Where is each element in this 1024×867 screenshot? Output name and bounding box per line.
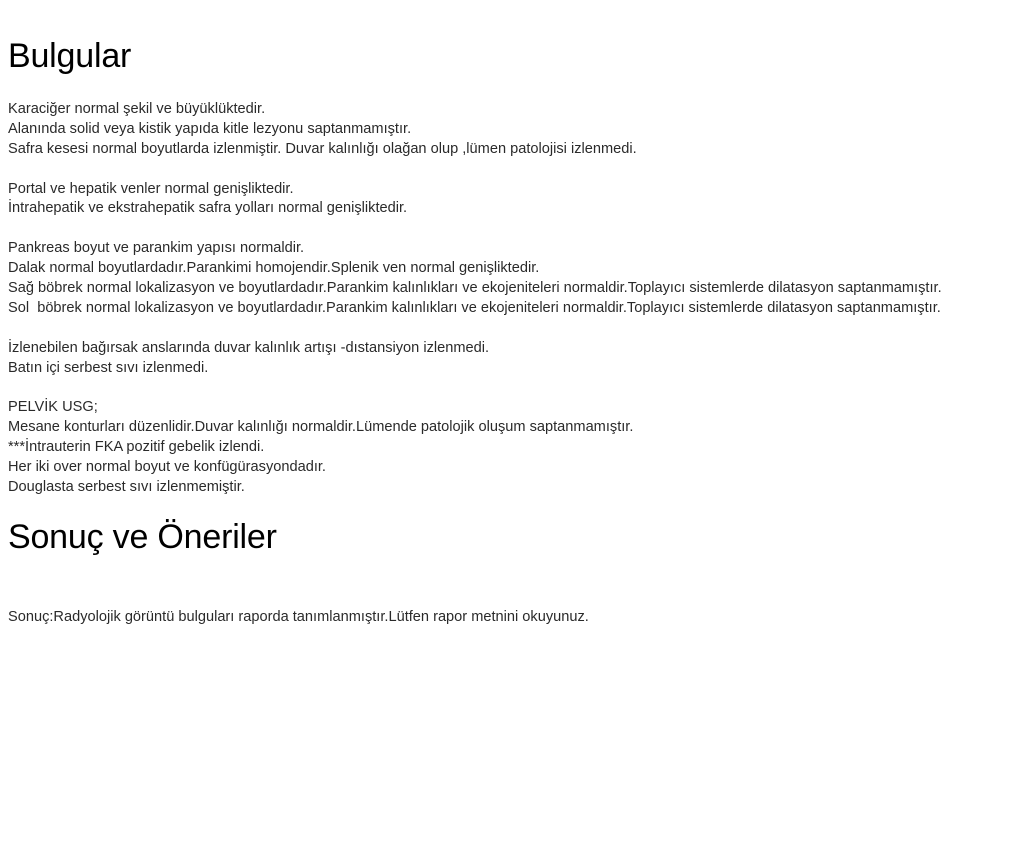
blank-line [8, 319, 1016, 339]
findings-line: Sol böbrek normal lokalizasyon ve boyutlardadır.Parankim kalınlıkları ve ekojeniteleri normaldir.Toplayıcı sistemlerde dilatasyon saptanmamıştır. [8, 299, 941, 316]
findings-line: Douglasta serbest sıvı izlenmemiştir. [8, 478, 245, 495]
results-heading: Sonuç ve Öneriler [8, 517, 277, 556]
findings-line: Alanında solid veya kistik yapıda kitle lezyonu saptanmamıştır. [8, 120, 412, 137]
blank-line [8, 219, 1016, 239]
findings-body [8, 100, 1016, 498]
findings-line: PELVİK USG; [8, 399, 98, 416]
findings-line: Safra kesesi normal boyutlarda izlenmiştir. Duvar kalınlığı olağan olup ,lümen patolojisi izlenmedi. [8, 140, 637, 157]
results-body [8, 608, 1016, 628]
findings-heading: Bulgular [8, 37, 132, 75]
findings-line: Pankreas boyut ve parankim yapısı normaldir. [8, 240, 305, 257]
blank-line [8, 378, 1016, 398]
findings-line: Dalak normal boyutlardadır.Parankimi homojendir.Splenik ven normal genişliktedir. [8, 260, 540, 277]
findings-line: Portal ve hepatik venler normal genişliktedir. [8, 180, 294, 197]
findings-line: Her iki over normal boyut ve konfügürasyondadır. [8, 459, 326, 476]
findings-line: ***İntrauterin FKA pozitif gebelik izlendi. [8, 439, 265, 456]
findings-line: Batın içi serbest sıvı izlenmedi. [8, 359, 209, 376]
results-text: Sonuç:Radyolojik görüntü bulguları raporda tanımlanmıştır.Lütfen rapor metnini okuyunuz. [8, 608, 589, 625]
findings-line: Sağ böbrek normal lokalizasyon ve boyutlardadır.Parankim kalınlıkları ve ekojeniteleri normaldir.Toplayıcı sistemlerde dilatasyon saptanmamıştır. [8, 280, 942, 297]
findings-line: Karaciğer normal şekil ve büyüklüktedir. [8, 101, 266, 117]
findings-line: Mesane konturları düzenlidir.Duvar kalınlığı normaldir.Lümende patolojik oluşum saptanmamıştır. [8, 419, 634, 436]
blank-line [8, 160, 1016, 180]
findings-line: İntrahepatik ve ekstrahepatik safra yolları normal genişliktedir. [8, 200, 408, 217]
findings-line: İzlenebilen bağırsak anslarında duvar kalınlık artışı -dıstansiyon izlenmedi. [8, 339, 490, 356]
